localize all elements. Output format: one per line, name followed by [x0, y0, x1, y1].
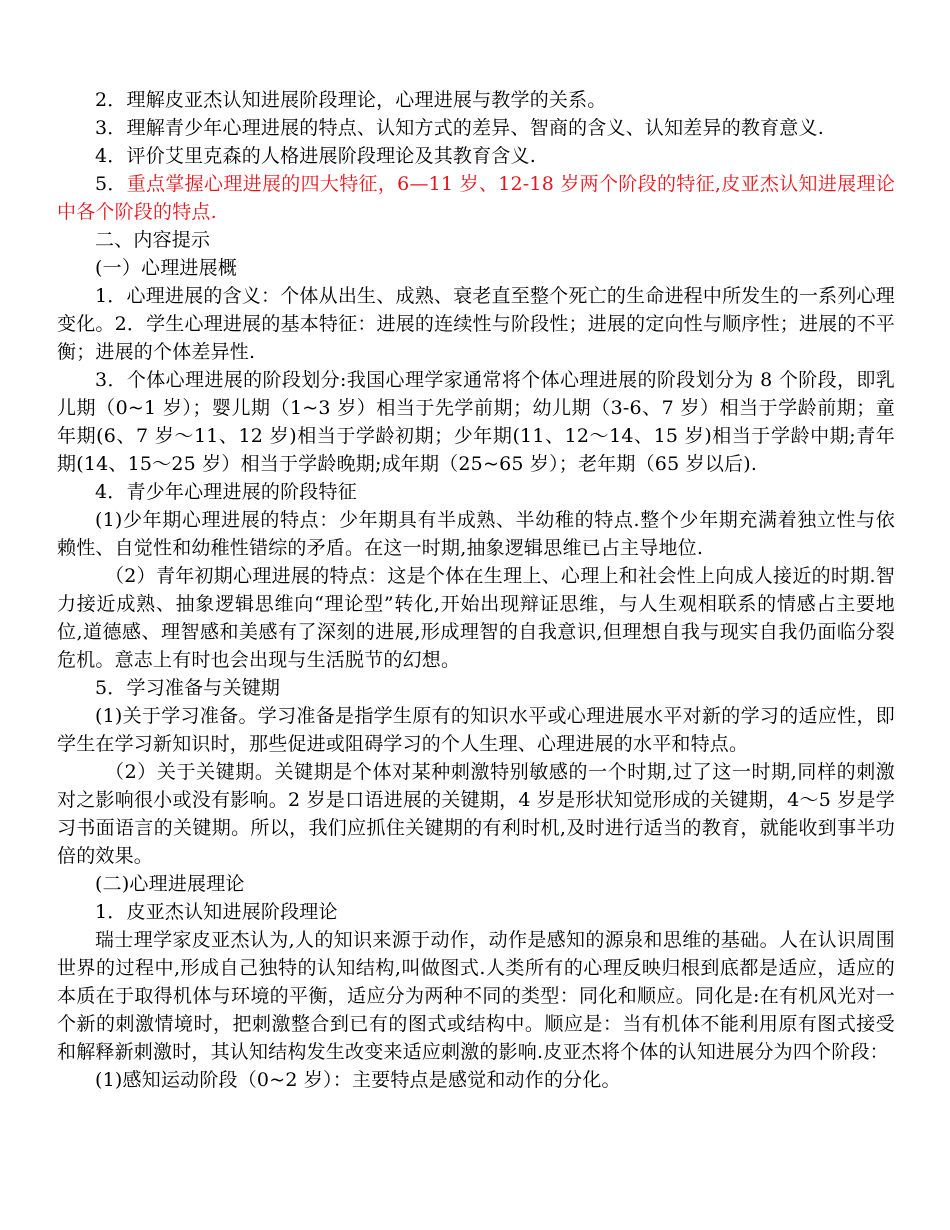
paragraph-objective-5 — [57, 170, 895, 226]
objective-5-highlight: 重点掌握心理进展的四大特征，6—11 岁、12-18 岁两个阶段的特征,皮亚杰认知进展理论中各个阶段的特点. — [57, 173, 895, 223]
paragraph-early-youth: （2）青年初期心理进展的特点：这是个体在生理上、心理上和社会性上向成人接近的时期.智力接近成熟、抽象逻辑思维向“理论型”转化,开始出现辩证思维，与人生观相联系的情感占主要地位,道德感、理智感和美感有了深刻的进展,形成理智的自我意识,但理想自我与现实自我仍面临分裂危机。意志上有时也会出现与生活脱节的幻想。 — [57, 565, 895, 671]
paragraph-objective-4: 4．评价艾里克森的人格进展阶段理论及其教育含义. — [95, 145, 536, 167]
paragraph-critical-period: （2）关于关键期。关键期是个体对某种刺激特别敏感的一个时期,过了这一时期,同样的刺激对之影响很小或没有影响。2 岁是口语进展的关键期，4 岁是形状知觉形成的关键期，4～5 岁是学习书面语言的关键期。所以，我们应抓住关键期的有利时机,及时进行适当的教育，就能收到事半功倍的效果。 — [57, 761, 895, 867]
paragraph-objective-2: 2．理解皮亚杰认知进展阶段理论，心理进展与教学的关系。 — [95, 89, 607, 111]
paragraph-readiness-heading: 5．学习准备与关键期 — [95, 677, 281, 699]
paragraph-objective-3: 3．理解青少年心理进展的特点、认知方式的差异、智商的含义、认知差异的教育意义. — [95, 117, 824, 139]
paragraph-development-meaning: 1．心理进展的含义：个体从出生、成熟、衰老直至整个死亡的生命进程中所发生的一系列心理变化。2．学生心理进展的基本特征：进展的连续性与阶段性；进展的定向性与顺序性；进展的不平衡；进展的个体差异性. — [57, 285, 895, 363]
paragraph-learning-readiness: (1)关于学习准备。学习准备是指学生原有的知识水平或心理进展水平对新的学习的适应性，即学生在学习新知识时，那些促进或阻碍学习的个人生理、心理进展的水平和特点。 — [57, 705, 895, 755]
paragraph-sensorimotor-stage: (1)感知运动阶段（0~2 岁）：主要特点是感觉和动作的分化。 — [95, 1069, 621, 1091]
subsection-heading-overview: (一）心理进展概 — [95, 257, 238, 279]
objective-5-number: 5． — [95, 173, 127, 195]
paragraph-piaget-heading: 1．皮亚杰认知进展阶段理论 — [95, 901, 338, 923]
subsection-heading-theory: (二)心理进展理论 — [95, 873, 245, 895]
section-heading-content-tips: 二、内容提示 — [95, 229, 211, 251]
document-page — [57, 86, 895, 1206]
paragraph-early-adolescence: (1)少年期心理进展的特点：少年期具有半成熟、半幼稚的特点.整个少年期充满着独立性与依赖性、自觉性和幼稚性错综的矛盾。在这一时期,抽象逻辑思维已占主导地位. — [57, 509, 895, 559]
paragraph-adolescent-heading: 4．青少年心理进展的阶段特征 — [95, 481, 357, 503]
paragraph-development-stages: 3．个体心理进展的阶段划分:我国心理学家通常将个体心理进展的阶段划分为 8 个阶段，即乳儿期（0~1 岁）；婴儿期（1~3 岁）相当于先学前期；幼儿期（3-6、7 岁）相当于学龄前期；童年期(6、7 岁～11、12 岁)相当于学龄初期；少年期(11、12～14、15 岁)相当于学龄中期;青年期(14、15～25 岁）相当于学龄晚期;成年期（25~65 岁）；老年期（65 岁以后). — [57, 369, 895, 475]
paragraph-piaget-theory: 瑞士理学家皮亚杰认为,人的知识来源于动作，动作是感知的源泉和思维的基础。人在认识周围世界的过程中,形成自己独特的认知结构,叫做图式.人类所有的心理反映归根到底都是适应，适应的本质在于取得机体与环境的平衡，适应分为两种不同的类型：同化和顺应。同化是:在有机风光对一个新的刺激情境时，把刺激整合到已有的图式或结构中。顺应是：当有机体不能利用原有图式接受和解释新刺激时，其认知结构发生改变来适应刺激的影响.皮亚杰将个体的认知进展分为四个阶段： — [57, 929, 895, 1063]
